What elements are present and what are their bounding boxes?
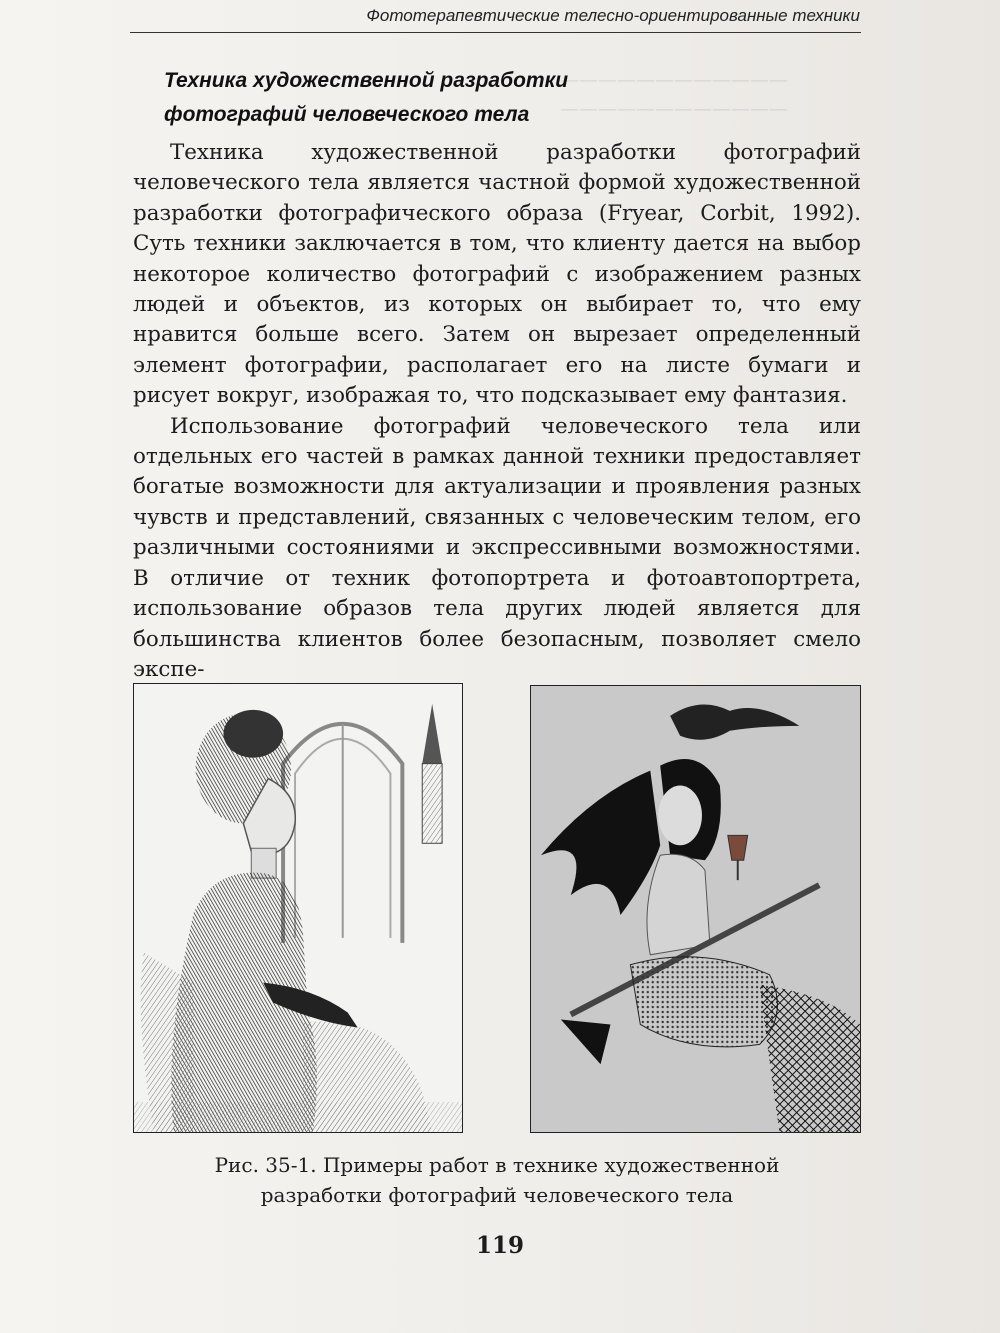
illustration-seated-woman xyxy=(133,683,463,1133)
paragraph-2: Использование фотографий человеческого тела или отдельных его частей в рамках данной техники предоставляет богатые возможности для актуализации и проявления разных чувств и представлений, связанных с человеческим телом, его различными состояниями и экспрессивными возможностями. В отличие от техник фотопортрета и фотоавтопортрета, использование образов тела других людей является для большинства клиентов более безопасным, позволяет смело экспе- xyxy=(133,413,861,682)
figure-caption xyxy=(133,1150,861,1210)
illustration-woman-with-bird xyxy=(530,685,861,1133)
body-text xyxy=(133,138,861,685)
header-rule xyxy=(130,32,861,33)
caption-line1: Рис. 35-1. Примеры работ в технике художественной xyxy=(214,1153,780,1177)
caption-line2: разработки фотографий человеческого тела xyxy=(260,1183,734,1207)
paragraph-1: Техника художественной разработки фотографий человеческого тела является частной формой художественной разработки фотографического образа (Fryear, Corbit, 1992). Суть техники заключается в том, что клиенту дается на выбор некоторое количество фотографий с изображением разных людей и объектов, из которых он выбирает то, что ему нравится больше всего. Затем он вырезает определенный элемент фотографии, располагает его на листе бумаги и рисует вокруг, изображая то, что подсказывает ему фантазия. xyxy=(133,140,861,409)
section-title xyxy=(164,64,764,132)
section-title-line2: фотографий человеческого тела xyxy=(164,103,530,126)
section-title-line1: Техника художественной разработки xyxy=(164,69,569,92)
page-number: 119 xyxy=(475,1232,524,1259)
running-header: Фототерапевтические телесно-ориентированные техники xyxy=(366,6,860,25)
show-through-text: ———————————— ———————————— xyxy=(560,69,788,120)
